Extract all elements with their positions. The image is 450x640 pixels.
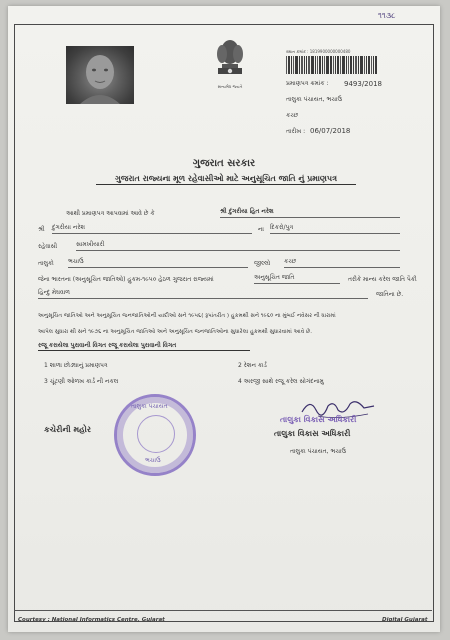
- stamp-bottom-text: ભચાઉ: [145, 457, 161, 464]
- government-title: ગુજરાત સરકાર: [192, 158, 256, 169]
- barcode-bar: [335, 56, 336, 74]
- date-label: તારીખ :: [286, 128, 306, 135]
- panchayat-round-stamp: [114, 394, 196, 476]
- holder-name: શ્રી દુંગરીયા હિત નરેશ: [220, 208, 400, 218]
- barcode-bar: [299, 56, 300, 74]
- barcode-bar: [373, 56, 374, 74]
- barcode-bar: [340, 56, 341, 74]
- residence-value: સામખીયારી: [76, 241, 400, 251]
- caste-suffix: જાતિના છે.: [376, 291, 404, 298]
- barcode-bar: [308, 56, 310, 74]
- barcode-bar: [348, 56, 349, 74]
- barcode-bar: [326, 56, 329, 74]
- relation-label: ના: [258, 226, 264, 233]
- barcode-bar: [371, 56, 372, 74]
- district-value: કચ્છ: [284, 258, 400, 268]
- father-prefix: શ્રી: [38, 226, 45, 233]
- footer-digital-gujarat: Digital Gujarat: [382, 617, 428, 623]
- barcode-bar: [346, 56, 347, 74]
- officer-panchayat: તાલુકા પંચાયત, ભચાઉ: [290, 448, 347, 455]
- footer-divider: [14, 610, 432, 611]
- barcode-bar: [286, 56, 287, 74]
- taluka-value: ભચાઉ: [68, 258, 248, 268]
- emblem-caption: સત્યમેવ જયતે: [217, 84, 243, 89]
- barcode-bar: [324, 56, 325, 74]
- taluka-label: તાલુકો: [38, 260, 54, 267]
- certificate-number-label: પ્રમાણપત્ર ક્રમાંક :: [286, 80, 329, 87]
- footer-courtesy: Courtesy : National Informatics Centre, Gujarat: [18, 617, 165, 623]
- certificate-title: ગુજરાત રાજ્યના મૂળ રહેવાસીઓ માટે અનુસૂચિત જાતિ નું પ્રમાણપત્ર: [96, 174, 356, 185]
- date-value: 06/07/2018: [310, 127, 351, 135]
- relation-value: દિકરો/પુત્ર: [270, 224, 400, 234]
- barcode-bar: [333, 56, 334, 74]
- certificate-number-value: 9493/2018: [344, 80, 382, 88]
- residence-label: રહેવાસી: [38, 243, 58, 250]
- legal-paragraph-line2: આપેલ સુધારા થી સને ૧૯૭૬ ના અનુસૂચિત જાતિઓ અને અનુસૂચિત જનજાતિઓના સુધારેલા હુકમથી સુધારવામાં આવે છે.: [38, 329, 313, 335]
- document-item: 4 અરજી સાથે રજૂ કરેલ સોગંદનામુ: [238, 378, 324, 385]
- barcode-bar: [311, 56, 314, 74]
- barcode-bar: [317, 56, 318, 74]
- barcode-bar: [350, 56, 352, 74]
- order-text: જેના ભારતના (અનુસૂચિત જાતિઓ) હુકમ-૧૯૫૦ હેઠળ ગુજરાત રાજ્યમાં: [38, 276, 214, 283]
- issuing-district: કચ્છ: [286, 112, 299, 119]
- national-emblem-icon: [212, 34, 248, 82]
- barcode-bar: [293, 56, 294, 74]
- caste-value: હિન્દુ મેઘવાળ: [38, 289, 368, 299]
- barcode-bar: [295, 56, 298, 74]
- district-label: જીલ્લો: [254, 260, 271, 267]
- barcode-bar: [375, 56, 377, 74]
- barcode-bar: [342, 56, 345, 74]
- officer-title: તાલુકા વિકાસ અધિકારી: [274, 429, 351, 438]
- barcode-bar: [319, 56, 321, 74]
- barcode-bar: [304, 56, 305, 74]
- issuing-panchayat: તાલુકા પંચાયત, ભચાઉ: [286, 96, 343, 103]
- legal-paragraph-line1: અનુસૂચિત જાતિઓ અને અનુસૂચિત જનજાતિઓની યાદીઓ સને ૧૯૫૬( રૂપાંતરીત ) હુકમથી સને ૧૯૬૦ ના મુંબઈ નવેસર ની ધારામાં: [38, 313, 336, 319]
- barcode-bar: [291, 56, 292, 74]
- stamp-inner-ring: [137, 415, 175, 453]
- barcode-bar: [288, 56, 290, 74]
- barcode-bar: [301, 56, 303, 74]
- corner-number: ૧૧૩૮: [378, 11, 396, 20]
- barcode-bar: [366, 56, 367, 74]
- documents-heading: રજૂ કરાયેલા પુરાવાની વિગત રજૂ કરાયેલા પુરાવાની વિગત: [38, 342, 250, 351]
- document-item: 2 રેશન કાર્ડ: [238, 362, 267, 369]
- barcode-bar: [337, 56, 339, 74]
- applicant-photo: [66, 46, 134, 104]
- father-name: દુંગરીયા નરેશ: [52, 224, 252, 234]
- barcode-bar: [322, 56, 323, 74]
- barcode: [286, 56, 378, 74]
- barcode-bar: [355, 56, 357, 74]
- stamp-top-text: તાલુકા પંચાયત: [131, 403, 168, 410]
- office-seal-label: કચેરીની મહોર: [44, 425, 91, 434]
- certificate-paper: [8, 6, 440, 632]
- barcode-label: રાશન ક્રમાંક : 1819900000000480: [286, 49, 351, 54]
- document-item: 3 ચૂંટણી ઓળખ કાર્ડ ની નકલ: [44, 378, 119, 385]
- barcode-bar: [364, 56, 365, 74]
- officer-stamp-text: તાલુકા વિકાસ અધિકારી: [280, 415, 357, 424]
- category-value: અનુસૂચિત જાતિ: [254, 274, 340, 284]
- barcode-bar: [353, 56, 354, 74]
- barcode-bar: [315, 56, 316, 74]
- document-item: 1 શાળા છોડ્યાનું પ્રમાણપત્ર: [44, 362, 108, 369]
- barcode-bar: [330, 56, 332, 74]
- recognized-text: તરીકે માન્ય કરેલ જાતિ પૈકી: [348, 276, 417, 283]
- barcode-bar: [368, 56, 370, 74]
- intro-text: આથી પ્રમાણપત્ર આપવામાં આવે છે કે: [66, 210, 155, 217]
- certificate-border: [14, 24, 434, 622]
- barcode-bar: [306, 56, 307, 74]
- barcode-bar: [360, 56, 363, 74]
- barcode-bar: [358, 56, 359, 74]
